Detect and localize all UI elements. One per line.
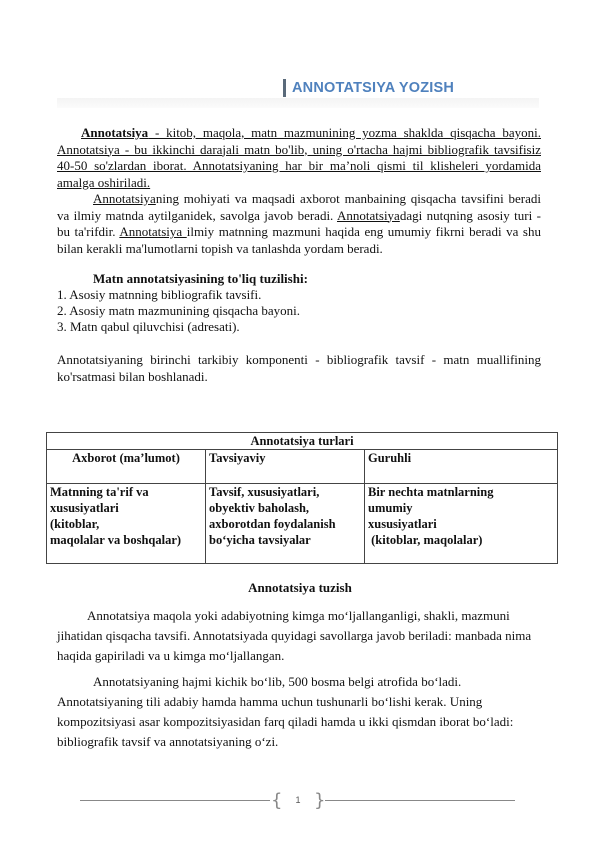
cell-line: Matnning ta'rif va xyxy=(50,485,149,499)
table-caption: Annotatsiya turlari xyxy=(47,433,558,450)
p2-term-3: Annotatsiya xyxy=(119,224,187,239)
cell-line: axborotdan foydalanish xyxy=(209,517,336,531)
page-title: ANNOTATSIYA YOZISH xyxy=(292,80,455,96)
page-footer xyxy=(0,792,596,812)
table-header-recommend: Tavsiyaviy xyxy=(206,450,365,484)
intro-paragraph-2 xyxy=(57,191,541,257)
table-header-info: Axborot (ma’lumot) xyxy=(47,450,206,484)
footer-bracket-right: } xyxy=(314,790,326,811)
p2-text-1: ning mohiyati va maqsadi axborot manbaining qisqacha tavsifini beradi va ilmiy matnda aytilganidek, savolga javob beradi. xyxy=(57,191,541,223)
structure-item-3: 3. Matn qabul qiluvchisi (adresati). xyxy=(57,319,240,334)
table-header-group: Guruhli xyxy=(365,450,558,484)
p2-term: Annotatsiya xyxy=(93,191,156,206)
annotation-types-table xyxy=(46,432,558,564)
cell-line: (kitoblar, xyxy=(50,517,100,531)
structure-heading: Matn annotatsiyasining to'liq tuzilishi: xyxy=(93,271,308,286)
structure-item-2: 2. Asosiy matn mazmunining qisqacha bayoni. xyxy=(57,303,300,318)
section2-paragraph-1: Annotatsiya maqola yoki adabiyotning kimga mo‘ljallanganligi, shakli, mazmuni jihatidan qisqacha tavsifi. Annotatsiyada quyidagi savollarga javob beriladi: manbada nima haqida gapiriladi va u kimga mo‘ljallangan. xyxy=(57,608,532,663)
p2-text-2: dagi nutqning asosiy turi - bu ta'rifdir. xyxy=(57,207,541,239)
cell-line: obyektiv baholash, xyxy=(209,501,310,515)
footer-bracket-left: { xyxy=(271,790,283,811)
p2-term-2: Annotatsiya xyxy=(337,207,400,223)
section2-paragraph-2: Annotatsiyaning hajmi kichik bo‘lib, 500 bosma belgi atrofida bo‘ladi. Annotatsiyaning tili adabiy hamda hamma uchun tushunarli bo‘lishi kerak. Uning kompozitsiyasi asar kompozitsiyasidan farq qiladi hamda u ikki qismdan iborat bo‘ladi: bibliografik tavsif va annotatsiyaning o‘zi. xyxy=(57,674,514,749)
title-accent-bar xyxy=(283,79,286,97)
page-title-block xyxy=(283,78,454,98)
table-cell-recommend xyxy=(206,484,365,564)
cell-line: umumiy xyxy=(368,501,413,515)
intro-definition-text: - kitob, maqola, matn mazmunining yozma shaklda qisqacha bayoni. Annotatsiya - bu ikkinchi darajali matn bo'lib, uning o'rtacha hajmi bibliografik tavsifisiz 40-50 so'zlardan iborat. Annotatsiyaning har bir ma’noli qismi til klisheleri yordamida amalga oshiriladi. xyxy=(57,125,541,190)
structure-item-1: 1. Asosiy matnning bibliografik tavsifi. xyxy=(57,287,262,302)
table-cell-group xyxy=(365,484,558,564)
cell-line: xususiyatlari xyxy=(368,517,437,531)
cell-line: Tavsif, xususiyatlari, xyxy=(209,485,320,499)
structure-note: Annotatsiyaning birinchi tarkibiy komponenti - bibliografik tavsif - matn muallifining ko'rsatmasi bilan boshlanadi. xyxy=(57,352,541,384)
intro-definition xyxy=(57,125,541,191)
cell-line: (kitoblar, maqolalar) xyxy=(368,533,483,547)
title-shading xyxy=(57,98,539,108)
intro-term: Annotatsiya xyxy=(81,125,149,140)
page-number: 1 xyxy=(295,795,301,805)
footer-rule-right xyxy=(325,800,515,801)
p2-text-3: ilmiy matnning mazmuni haqida eng umumiy fikrni beradi va shu bilan kerakli ma'lumotlarni topish va tanlashda yordam beradi. xyxy=(57,224,541,256)
cell-line: bo‘yicha tavsiyalar xyxy=(209,533,311,547)
cell-line: maqolalar va boshqalar) xyxy=(50,533,182,547)
section2-heading: Annotatsiya tuzish xyxy=(248,580,352,595)
footer-rule-left xyxy=(80,800,270,801)
cell-line: Bir nechta matnlarning xyxy=(368,485,494,499)
cell-line: xususiyatlari xyxy=(50,501,119,515)
table-cell-info xyxy=(47,484,206,564)
